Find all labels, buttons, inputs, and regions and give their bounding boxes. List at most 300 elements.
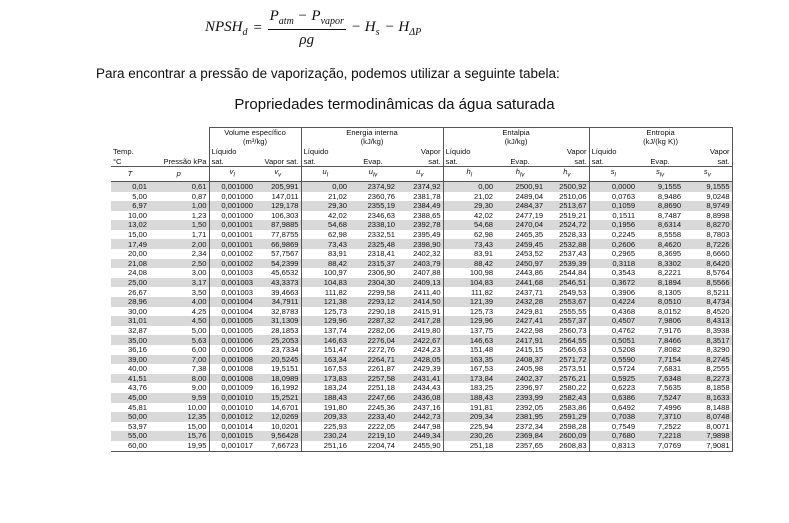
header-sat: sat.: [683, 156, 732, 166]
table-cell: 2395,49: [413, 229, 441, 239]
table-cell: 7,9081: [683, 441, 732, 451]
table-cell: 0,8313: [589, 441, 637, 451]
table-cell: 2222,05: [367, 421, 396, 431]
table-cell: 2360,76: [367, 191, 396, 201]
table-row: [111, 326, 732, 336]
table-row: [111, 345, 732, 355]
table-cell: 2450,97: [495, 259, 545, 269]
table-cell: 2392,05: [515, 402, 544, 412]
table-row: [111, 201, 732, 211]
table-cell: 2459,45: [495, 239, 545, 249]
table-cell: 2402,32: [413, 249, 441, 259]
table-row: [111, 249, 732, 259]
table-cell: 15,00: [187, 421, 207, 431]
table-cell: 2403,79: [397, 259, 443, 269]
table-cell: 129,96: [301, 316, 349, 326]
table-cell: 25,2053: [255, 335, 301, 345]
table-cell: 2419,80: [413, 325, 441, 335]
table-cell: 0,001004: [209, 297, 255, 307]
table-row: [111, 393, 732, 403]
table-cell: 251,18: [443, 441, 495, 451]
header-sat: sat.: [443, 156, 495, 166]
table-cell: 225,93: [301, 422, 349, 432]
table-row: [111, 335, 732, 345]
table-cell: 55,00: [111, 431, 149, 441]
table-row: [111, 230, 732, 240]
saturated-water-table: [111, 127, 733, 452]
table-cell: 2282,06: [367, 325, 396, 335]
table-cell: 2424,23: [413, 345, 441, 355]
table-cell: 163,34: [301, 355, 349, 365]
table-cell: 0,001000: [209, 211, 255, 221]
table-cell: 2489,04: [515, 191, 544, 201]
table-cell: 8,5211: [683, 287, 732, 297]
table-cell: 0,1956: [589, 220, 637, 230]
table-cell: 8,0071: [683, 422, 732, 432]
header-entropy-evap: Evap.: [637, 156, 683, 166]
group-volume: Volume específico (m³/kg): [209, 128, 301, 147]
table-cell: 2582,43: [545, 393, 589, 403]
table-cell: 2372,34: [515, 421, 544, 431]
table-cell: 0,4224: [589, 297, 637, 307]
table-cell: 2441,68: [495, 278, 545, 288]
table-cell: 2557,37: [545, 316, 589, 326]
table-cell: 10,0201: [271, 421, 299, 431]
table-cell: 2591,29: [545, 412, 589, 422]
table-cell: 7,5247: [637, 393, 683, 403]
table-cell: 0,3906: [589, 287, 637, 297]
table-cell: 35,00: [111, 335, 149, 345]
table-cell: 16,1992: [271, 383, 299, 393]
formula-denominator: ρg: [299, 32, 315, 48]
table-cell: 88,42: [301, 259, 349, 269]
table-row: [111, 259, 732, 269]
table-cell: 2408,37: [495, 355, 545, 365]
table-cell: 121,38: [301, 297, 349, 307]
table-cell: 0,3543: [589, 268, 637, 278]
table-cell: 2470,04: [495, 220, 545, 230]
table-cell: 2566,63: [559, 345, 587, 355]
table-cell: 2388,65: [413, 210, 441, 220]
table-cell: 2417,28: [397, 316, 443, 326]
table-cell: 8,3695: [657, 249, 682, 259]
table-cell: 2325,48: [349, 239, 397, 249]
table-cell: 32,8783: [271, 306, 299, 316]
table-cell: 8,4734: [683, 297, 732, 307]
table-cell: 8,6660: [683, 249, 732, 259]
table-cell: 7,6348: [637, 374, 683, 384]
table-row: [111, 316, 732, 326]
header-entropy-vapor: Vapor: [683, 147, 732, 157]
table-cell: 39,4663: [271, 287, 299, 297]
table-cell: 45,81: [127, 402, 147, 412]
table-cell: 8,7226: [683, 239, 732, 249]
table-cell: 10,00: [127, 210, 147, 220]
table-cell: 8,0510: [637, 297, 683, 307]
table-cell: 15,00: [127, 229, 147, 239]
table-cell: 2407,88: [413, 268, 441, 278]
table-cell: 2500,91: [495, 181, 545, 191]
table-cell: 2369,84: [495, 431, 545, 441]
table-cell: 83,91: [443, 249, 495, 259]
table-cell: 0,5208: [589, 345, 637, 355]
table-cell: 0,3118: [589, 259, 637, 269]
table-cell: 0,001017: [209, 441, 255, 451]
table-cell: 24,08: [127, 268, 147, 278]
table-cell: 2290,18: [367, 306, 396, 316]
table-cell: 225,94: [443, 422, 495, 432]
table-cell: 8,4313: [683, 316, 732, 326]
symbol-cell: $h_l$: [443, 167, 495, 182]
table-cell: 0,0000: [589, 181, 637, 191]
table-cell: 7,4996: [657, 402, 682, 412]
table-cell: 1,00: [149, 201, 209, 211]
symbol-cell: $v_v$: [255, 167, 301, 182]
table-cell: 2245,36: [367, 402, 396, 412]
table-cell: 7,5635: [657, 383, 682, 393]
table-cell: 183,24: [301, 383, 349, 393]
table-cell: 2422,98: [515, 325, 544, 335]
table-cell: 2402,37: [495, 374, 545, 384]
table-cell: 8,6314: [637, 220, 683, 230]
table-cell: 2449,34: [397, 431, 443, 441]
table-cell: 0,87: [191, 191, 207, 201]
header-enthalpy-liquid: Líquido: [443, 147, 495, 157]
table-cell: 2598,28: [559, 421, 587, 431]
table-cell: 2411,40: [413, 287, 441, 297]
table-cell: 0,00: [301, 181, 349, 191]
table-cell: 2414,50: [397, 297, 443, 307]
table-cell: 9,59: [149, 393, 209, 403]
table-cell: 28,96: [111, 297, 149, 307]
table-cell: 7,6831: [657, 364, 682, 374]
table-row: [111, 297, 732, 307]
table-cell: 191,81: [443, 403, 495, 413]
table-cell: 0,001008: [209, 374, 255, 384]
header-row-2: [111, 156, 732, 166]
table-row: [111, 192, 732, 202]
table-cell: 205,991: [255, 181, 301, 191]
table-cell: 2436,08: [397, 393, 443, 403]
table-row: [111, 364, 732, 374]
table-cell: 125,73: [301, 307, 349, 317]
table-cell: 2429,39: [413, 364, 441, 374]
table-cell: 2431,41: [397, 374, 443, 384]
header-group-row: [111, 128, 732, 147]
group-enthalpy: Entalpia (kJ/kg): [443, 128, 589, 147]
table-cell: 8,2273: [683, 374, 732, 384]
table-cell: 8,3302: [637, 259, 683, 269]
table-cell: 8,5558: [657, 229, 682, 239]
table-cell: 5,00: [132, 191, 147, 201]
table-cell: 0,61: [149, 181, 209, 191]
table-cell: 104,83: [301, 278, 349, 288]
table-cell: 53,97: [127, 421, 147, 431]
table-cell: 0,001003: [209, 287, 255, 297]
symbol-cell: $h_{lv}$: [495, 167, 545, 182]
header-energy-vapor: Vapor: [420, 146, 441, 156]
table-cell: 146,63: [443, 335, 495, 345]
table-cell: 151,47: [301, 345, 349, 355]
table-cell: 7,66723: [255, 441, 301, 451]
symbol-cell: p: [149, 167, 209, 182]
table-cell: 173,84: [443, 374, 495, 384]
table-cell: 45,6532: [271, 268, 299, 278]
table-cell: 7,38: [191, 364, 207, 374]
symbol-cell: $v_l$: [209, 167, 255, 182]
table-row: [111, 403, 732, 413]
table-cell: 2573,51: [559, 364, 587, 374]
table-cell: 43,3373: [255, 278, 301, 288]
table-cell: 8,8270: [683, 220, 732, 230]
table-cell: 2442,73: [397, 412, 443, 422]
table-cell: 0,4507: [589, 316, 637, 326]
table-cell: 0,4368: [589, 307, 637, 317]
symbol-row: [111, 167, 732, 182]
header-pressure: Pressão kPa: [149, 156, 209, 166]
table-cell: 2299,58: [367, 287, 396, 297]
table-cell: 2233,40: [349, 412, 397, 422]
table-cell: 0,001001: [209, 230, 255, 240]
table-cell: 0,001003: [209, 268, 255, 278]
table-cell: 2560,73: [559, 325, 587, 335]
table-cell: 50,00: [111, 412, 149, 422]
table-row: [111, 211, 732, 221]
table-cell: 151,48: [443, 345, 495, 355]
table-cell: 2447,98: [413, 421, 441, 431]
table-cell: 40,00: [127, 364, 147, 374]
table-cell: 2437,16: [413, 402, 441, 412]
table-cell: 5,63: [149, 335, 209, 345]
table-cell: 0,001000: [209, 192, 255, 202]
table-cell: 0,001015: [209, 431, 255, 441]
table-cell: 8,8690: [637, 201, 683, 211]
table-cell: 2484,37: [495, 201, 545, 211]
table-cell: 43,76: [127, 383, 147, 393]
table-cell: 2532,88: [545, 239, 589, 249]
table-row: [111, 181, 732, 191]
table-cell: 2,34: [191, 249, 207, 259]
table-cell: 2398,90: [397, 239, 443, 249]
formula-term-hdp: − $H_{\Delta P}$: [384, 19, 422, 38]
table-cell: 0,001014: [209, 422, 255, 432]
table-cell: 0,001012: [209, 412, 255, 422]
table-cell: 4,50: [149, 316, 209, 326]
table-cell: 2405,98: [515, 364, 544, 374]
table-cell: 209,33: [301, 412, 349, 422]
table-row: [111, 383, 732, 393]
table-cell: 2583,86: [559, 402, 587, 412]
table-cell: 7,8082: [657, 345, 682, 355]
table-cell: 23,7334: [271, 345, 299, 355]
table-cell: 2415,91: [413, 306, 441, 316]
table-cell: 0,001009: [209, 383, 255, 393]
table-cell: 8,5764: [683, 268, 732, 278]
table-cell: 0,001000: [209, 181, 255, 191]
table-cell: 8,5566: [683, 278, 732, 288]
table-cell: 0,7038: [589, 412, 637, 422]
header-energy-evap: Evap.: [349, 156, 397, 166]
table-cell: 2374,92: [397, 181, 443, 191]
table-cell: 0,001010: [209, 403, 255, 413]
table-cell: 8,1633: [683, 393, 732, 403]
table-cell: 0,001005: [209, 316, 255, 326]
table-cell: 2384,49: [397, 201, 443, 211]
table-cell: 2500,92: [545, 181, 589, 191]
table-cell: 21,02: [443, 192, 495, 202]
table-cell: 173,83: [301, 374, 349, 384]
table-cell: 2287,32: [349, 316, 397, 326]
table-cell: 28,1853: [271, 325, 299, 335]
table-cell: 2272,76: [367, 345, 396, 355]
formula-numerator: $P_{atm} - P_{vapor}$: [268, 8, 346, 30]
table-cell: 3,00: [191, 268, 207, 278]
table-cell: 1,71: [191, 229, 207, 239]
table-row: [111, 220, 732, 230]
table-cell: 4,25: [191, 306, 207, 316]
table-cell: 62,98: [443, 230, 495, 240]
table-body: [111, 181, 732, 451]
table-cell: 230,26: [443, 431, 495, 441]
table-cell: 129,96: [443, 316, 495, 326]
table-cell: 2549,53: [559, 287, 587, 297]
table-cell: 2437,71: [515, 287, 544, 297]
header-sat: sat.: [397, 156, 443, 166]
table-cell: 0,6223: [589, 383, 637, 393]
table-row: [111, 412, 732, 422]
table-cell: 2553,67: [545, 297, 589, 307]
table-cell: 1,23: [191, 210, 207, 220]
group-entropy: Entropia (kJ/(kg K)): [589, 128, 732, 147]
table-cell: 2346,63: [367, 210, 396, 220]
table-cell: 2251,18: [367, 383, 396, 393]
header-temp: Temp.: [113, 146, 134, 156]
table-cell: 0,6386: [589, 393, 637, 403]
table-cell: 251,16: [301, 441, 349, 451]
table-row: [111, 239, 732, 249]
table-cell: 0,1059: [589, 201, 637, 211]
table-cell: 31,01: [111, 316, 149, 326]
table-cell: 2453,52: [515, 249, 544, 259]
table-cell: 2443,86: [515, 268, 544, 278]
header-energy-liquid: Líquido: [301, 147, 349, 157]
table-cell: 0,2245: [589, 230, 637, 240]
table-cell: 0,001008: [209, 364, 255, 374]
table-cell: 0,001006: [209, 345, 255, 355]
symbol-cell: $s_l$: [589, 167, 637, 182]
table-cell: 0,4762: [589, 326, 637, 336]
table-cell: 29,30: [443, 201, 495, 211]
table-title: Propriedades termodinâmicas da água saturada: [234, 96, 555, 113]
table-cell: 7,9176: [657, 325, 682, 335]
table-cell: 121,39: [443, 297, 495, 307]
table-cell: 15,76: [149, 431, 209, 441]
table-cell: 2600,09: [545, 431, 589, 441]
table-cell: 3,50: [191, 287, 207, 297]
table-cell: 8,2221: [657, 268, 682, 278]
table-cell: 66,9869: [255, 239, 301, 249]
table-cell: 8,1858: [683, 383, 732, 393]
table-cell: 8,9486: [657, 191, 682, 201]
header-entropy-liquid: Líquido: [589, 147, 637, 157]
table-cell: 0,0763: [589, 192, 637, 202]
table-cell: 0,1511: [589, 211, 637, 221]
table-cell: 42,02: [301, 211, 349, 221]
table-cell: 83,91: [301, 249, 349, 259]
table-row: [111, 441, 732, 451]
symbol-cell: $s_{lv}$: [637, 167, 683, 182]
formula-fraction: [268, 8, 346, 49]
table-cell: 0,001003: [209, 278, 255, 288]
table-cell: 100,98: [443, 268, 495, 278]
table-cell: 0,5925: [589, 374, 637, 384]
table-cell: 7,3710: [637, 412, 683, 422]
table-cell: 8,4620: [637, 239, 683, 249]
table-cell: 2257,58: [349, 374, 397, 384]
table-cell: 25,00: [111, 278, 149, 288]
table-cell: 8,7803: [683, 230, 732, 240]
table-cell: 183,25: [443, 383, 495, 393]
table-cell: 54,2399: [255, 259, 301, 269]
header-sat: sat.: [589, 156, 637, 166]
table-cell: 2374,92: [349, 181, 397, 191]
table-cell: 0,001005: [209, 326, 255, 336]
symbol-cell: $s_v$: [683, 167, 732, 182]
table-cell: 19,95: [149, 441, 209, 451]
table-cell: 2332,51: [367, 229, 396, 239]
table-cell: 129,178: [255, 201, 301, 211]
table-cell: 8,3517: [683, 335, 732, 345]
table-cell: 9,00: [191, 383, 207, 393]
table-row: [111, 307, 732, 317]
table-cell: 8,1305: [657, 287, 682, 297]
table-cell: 2393,99: [495, 393, 545, 403]
table-cell: 0,7549: [589, 422, 637, 432]
symbol-cell: $h_v$: [545, 167, 589, 182]
table-cell: 2219,10: [349, 431, 397, 441]
table-cell: 7,2218: [637, 431, 683, 441]
table-cell: 2392,78: [397, 220, 443, 230]
table-cell: 88,42: [443, 259, 495, 269]
table-row: [111, 355, 732, 365]
table-cell: 45,00: [111, 393, 149, 403]
table-cell: 87,9885: [255, 220, 301, 230]
table-cell: 2247,66: [349, 393, 397, 403]
table-row: [111, 278, 732, 288]
table-cell: 7,2522: [657, 421, 682, 431]
table-cell: 2555,55: [559, 306, 587, 316]
intro-paragraph: Para encontrar a pressão de vaporização, podemos utilizar a seguinte tabela:: [96, 66, 560, 81]
table-cell: 2,00: [149, 239, 209, 249]
table-cell: 6,97: [111, 201, 149, 211]
header-enthalpy-vapor: Vapor: [566, 146, 587, 156]
symbol-cell: $u_v$: [397, 167, 443, 182]
formula-term-hs: − $H_s$: [350, 19, 380, 38]
table-row: [111, 431, 732, 441]
table-cell: 2537,43: [559, 249, 587, 259]
table-cell: 230,24: [301, 431, 349, 441]
table-cell: 8,2555: [683, 364, 732, 374]
table-cell: 8,1894: [637, 278, 683, 288]
table-cell: 8,8998: [683, 211, 732, 221]
table-cell: 2528,33: [559, 229, 587, 239]
header-row-1: [111, 147, 732, 157]
table-cell: 209,34: [443, 412, 495, 422]
table-cell: 9,1555: [683, 181, 732, 191]
table-cell: 2338,10: [349, 220, 397, 230]
table-cell: 111,82: [301, 287, 349, 297]
table-cell: 2381,78: [413, 191, 441, 201]
